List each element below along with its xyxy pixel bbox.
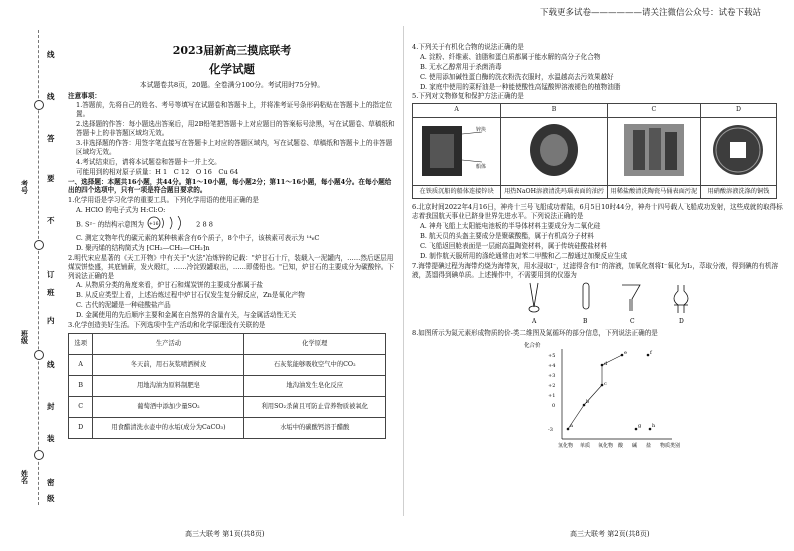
chart-ylabel: 化合价 [524,342,541,349]
table-row [69,354,386,375]
ytick: +2 [548,382,556,389]
notice-item: 3.非选择题的作答：用签字笔直接写在答题卡上对应的答题区域内，写在试题卷、草稿纸和答题卡上的非答题区域均无效。 [76,138,393,156]
point-label: g [638,422,642,429]
strip-char: 班 [47,288,55,297]
q5-head-c: C [607,104,700,117]
table-cell: 用地沟油为原料制肥皂 [93,375,244,396]
q4-stem: 4.下列关于有机化合物的说法正确的是 [412,43,524,51]
q5-caption-b: 用热NaOH溶液清洗玛瑙表面的油污 [501,186,608,199]
atom-shell-counts: 2 8 8 [196,220,213,229]
atom-structure-diagram [146,216,194,233]
q1-option-c: C. 测定文物年代的碳元素的某种核素含有6个质子，8个中子，该核素可表示为 ¹⁴₆C [76,234,320,242]
point-label: b [586,398,590,405]
q4-option-d: D. 家庭中使用的菜籽油是一种能使酸性高锰酸钾溶液褪色的植物油脂 [420,82,621,91]
ytick: 0 [552,402,556,409]
strip-char: 级 [47,494,55,503]
left-column [68,28,396,439]
zinc-block-label: 锌块 [475,126,486,133]
binding-hole [34,100,44,110]
q5-head-b: B [501,104,608,117]
section-heading: 一、选择题：本题共16小题，共44分。第1～10小题，每小题2分；第11～16小题，每小题4分。在每小题给出的四个选项中，只有一项是符合题目要求的。 [68,177,392,195]
q4-option-b: B. 无水乙醇常用于杀菌消毒 [420,62,502,71]
point-label: e [624,349,627,356]
table-cell: D [69,417,93,438]
ytick: +5 [548,352,556,359]
xtick: 单质 [580,442,591,449]
notice-item: 4.考试结束后，请将本试题卷和答题卡一并上交。 [76,157,221,166]
table-cell: 利用SO₂杀菌且可防止营养物质被氧化 [244,396,386,417]
strip-char: 线 [47,50,55,59]
table-cell: 冬天前，用石灰浆喷洒树皮 [93,354,244,375]
q8-stem: 8.如图所示为氮元素形成物质的价-类二维图及氮循环的部分信息，下列说法正确的是 [412,328,658,337]
binding-strip [4,30,64,505]
q4-option-c: C. 使用添加碱性蛋白酶的洗衣粉洗衣服时，水温越高去污效果越好 [420,72,614,81]
notice-title: 注意事项： [68,91,101,100]
xingming-label: 姓名 [20,470,30,484]
q7-apparatus [412,281,784,325]
q2-option-c: C. 古代的泥罐是一种硅酸盐产品 [76,301,171,310]
exam-title: 2023届新高三摸底联考 [172,44,292,57]
apparatus-b-label: B [583,317,588,325]
top-banner: 下载更多试卷——————请关注微信公众号：试卷下载站 [540,8,762,18]
ytick: +1 [548,392,556,399]
table-header: 选项 [69,333,93,354]
ytick: -3 [548,426,553,433]
strip-char: 线 [47,360,55,369]
table-header: 化学原理 [244,333,386,354]
ytick: +3 [548,372,556,379]
xtick: 氢化物 [558,442,574,449]
column-divider [403,26,404,516]
table-row [69,417,386,438]
table-row [69,396,386,417]
hull-label: 船体 [475,163,486,170]
table-cell: 地沟油发生皂化反应 [244,375,386,396]
q3-table [68,333,386,439]
strip-char: 订 [47,270,55,279]
q6-stem: 6.北京时间2022年4月16日，神舟十三号飞船成功着陆，6月5日10时44分，神舟十四号载人飞船成功发射，这些成就的取得标志着我国航天事业已跻身世界先进水平。下列说法正确的是 [412,203,783,221]
binding-hole [34,350,44,360]
table-cell: C [69,396,93,417]
table-cell: 水垢中的碳酸钙溶于醋酸 [244,417,386,438]
table-cell: A [69,354,93,375]
q5-image-a [413,117,501,185]
q1-stem: 1.化学用语是学习化学的重要工具。下列化学用语的使用正确的是 [68,196,259,205]
point-label: f [650,349,652,356]
strip-char: 装 [47,434,55,443]
q4-option-a: A. 淀粉、纤维素、油脂和蛋白质都属于能水解的高分子化合物 [420,52,601,61]
q5-table [412,103,777,199]
table-row [69,375,386,396]
atom-nucleus-label: +16 [149,222,159,228]
q2-option-a: A. 从物质分类的角度来看，炉甘石和煤炭饼的主要成分都属于盐 [76,281,263,290]
strip-char: 答 [47,134,55,143]
q6-option-c: C. 飞船返回舱表面是一层耐高温陶瓷材料，属于传统硅酸盐材料 [420,241,608,250]
point-label: a [570,422,573,429]
q5-head-d: D [700,104,776,117]
strip-char: 内 [47,316,55,325]
q5-image-b [501,117,608,185]
notice-item: 可能用到的相对原子质量：H 1 C 12 O 16 Cu 64 [76,167,239,176]
strip-char: 要 [47,174,55,183]
xtick: 盐 [646,442,652,449]
q5-caption-c: 用稀盐酸清洗陶瓷马俑表面污泥 [607,186,700,199]
point-label: c [604,380,607,387]
q5-stem: 5.下列对文物修复和保护方法正确的是 [412,92,524,101]
xtick: 物质类别 [660,442,681,449]
point-label: h [652,422,656,429]
strip-char: 线 [47,92,55,101]
q1-option-a: A. HClO 的电子式为 H:Cl:O: [76,206,166,215]
q2-option-b: B. 从反应类型上看，上述冶炼过程中炉甘石仅发生复分解反应，Zn是氧化产物 [76,291,305,300]
xtick: 碱 [632,442,638,449]
q7-stem: 7.海带提碘过程为海带灼烧为海带灰，用水浸取I⁻，过滤得含有I⁻的溶液，加氧化剂将I⁻氧化为I₂，萃取分液，得到碘的有机溶液，蒸馏得到碘单质。上述操作中，不需要用到的仪器为 [412,261,779,279]
point-label: d [604,360,608,367]
table-cell: 石灰浆能够吸收空气中的CO₂ [244,354,386,375]
q2-stem: 2.明代宋应星著的《天工开物》中有关于"火法"冶炼锌的记载："炉甘石十斤，装载入一泥罐内，……然后逐层用煤炭饼垫盛，其底铺薪，发火煅红，……冷淀毁罐取出，……即倭铅也。"已知，炉甘石的主要成分为碳酸锌。下列说法正确的是 [68,253,395,280]
binding-hole [34,450,44,460]
strip-char: 密 [47,478,55,487]
apparatus-d-label: D [679,317,684,325]
banji-label: 班级 [20,330,30,344]
right-column [412,42,784,460]
q6-option-a: A. 神舟飞船上太阳能电池板的半导体材料主要成分为二氧化硅 [420,222,601,231]
table-cell: B [69,375,93,396]
strip-char: 不 [47,216,55,225]
q5-image-d [700,117,776,185]
notice-item: 1.答题前，先将自己的姓名、考号等填写在试题卷和答题卡上，并将准考证号条形码粘贴在答题卡上的指定位置。 [76,101,393,119]
q1-option-b [68,216,396,233]
table-cell: 葡萄酒中添加少量SO₂ [93,396,244,417]
kaohao-label: 考号 [20,180,30,194]
page-footer-right: 高三大联考 第2页(共8页) [570,530,650,538]
q5-head-a: A [413,104,501,117]
q1-option-d: D. 聚丙烯的结构简式为 ⁅CH₂—CH₂—CH₂⁆n [76,243,210,252]
q1-option-b-text: B. S²⁻ 的结构示意图为 [76,220,144,229]
xtick: 酸 [618,442,624,449]
q5-image-c [607,117,700,185]
xtick: 氧化物 [598,442,614,449]
binding-hole [34,240,44,250]
notice-item: 2.选择题的作答：每小题选出答案后，用2B铅笔把答题卡上对应题目的答案标号涂黑，写在试题卷、草稿纸和答题卡上的非答题区域均无效。 [76,120,395,138]
page-footer-left: 高三大联考 第1页(共8页) [185,530,265,538]
exam-subject: 化学试题 [209,61,255,76]
q6-option-d: D. 制作航天服所用的涤纶通常由对苯二甲酸和乙二醇通过加聚反应生成 [420,251,628,260]
q2-option-d: D. 金属使用的先后顺序主要和金属在自然界的含量有关，与金属活动性无关 [76,311,297,320]
strip-char: 封 [47,402,55,411]
q8-valence-chart [412,339,784,457]
q5-caption-d: 用硝酸溶液洗涤的铜钱 [700,186,776,199]
q3-stem: 3.化学创造美好生活。下列选项中生产活动和化学原理没有关联的是 [68,321,266,330]
score-note: 本试题卷共8页，20题。全卷满分100分。考试用时75分钟。 [139,81,325,90]
table-header: 生产活动 [93,333,244,354]
table-cell: 用食醋清洗水壶中的水垢(成分为CaCO₃) [93,417,244,438]
ytick: +4 [548,362,556,369]
q6-option-b: B. 航天员的头盔主要成分是聚碳酸酯，属于有机高分子材料 [420,232,594,241]
apparatus-a-label: A [532,317,537,325]
q5-caption-a: 在铁质沉船的船体连接锌块 [413,186,501,199]
apparatus-c-label: C [630,317,635,325]
